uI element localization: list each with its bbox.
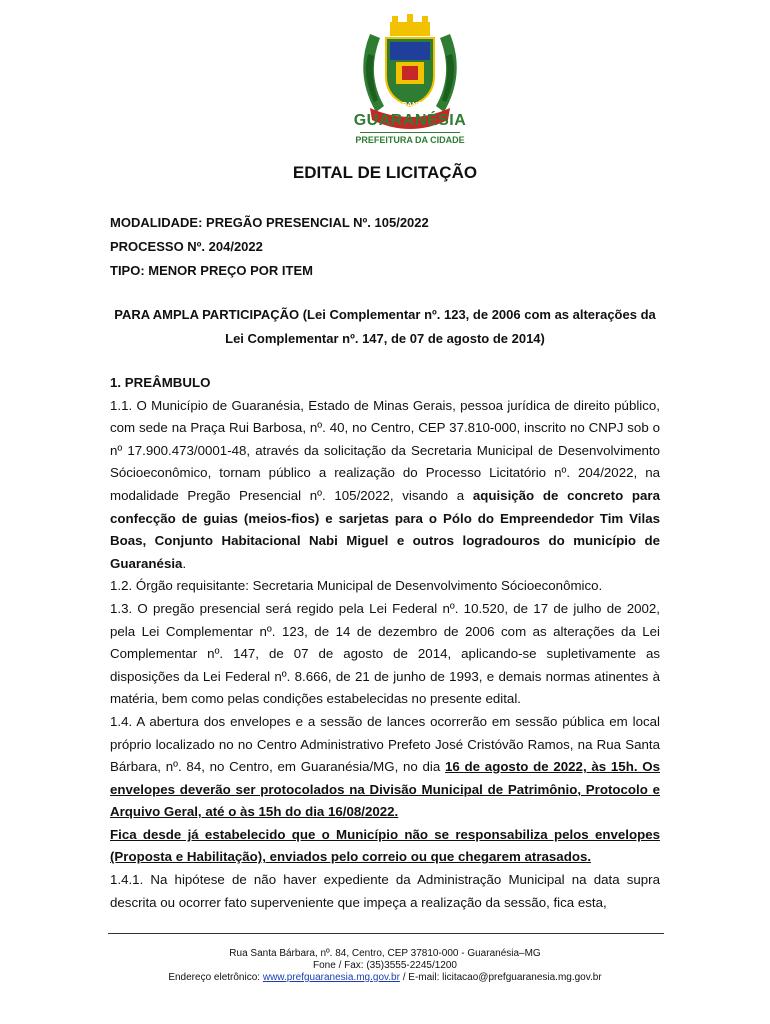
tipo: TIPO: MENOR PREÇO POR ITEM: [110, 263, 313, 278]
logo-name: GUARANÉSIA: [353, 112, 467, 129]
footer-phone: Fone / Fax: (35)3555-2245/1200: [313, 960, 457, 971]
paragraph-1-2: 1.2. Órgão requisitante: Secretaria Municipal de Desenvolvimento Sócioeconômico.: [110, 578, 603, 594]
paragraph-1-1: 1.1. O Município de Guaranésia, Estado de Minas Gerais, pessoa jurídica de direito público, com sede na Praça Rui Barbosa, nº. 40, no Centro, CEP 37.810-000, inscrito no CNPJ sob o nº 17.900.473/0001-48, através da solicitação da Secretaria Municipal de Desenvolvimento Sócioeconômico, tornam público a realização do Processo Licitatório nº. 204/2022, na modalidade Pregão Presencial nº. 105/2022, visando a aquisição de concreto para confecção de guias (meios-fios) e sarjetas para o Pólo do Empreendedor Tim Vilas Boas, Conjunto Habitacional Nabi Miguel e outros logradouros do município de Guaranésia.: [110, 397, 660, 571]
ampla-participacao: PARA AMPLA PARTICIPAÇÃO (Lei Complementar nº. 123, de 2006 com as alterações da Lei Complementar nº. 147, de 07 de agosto de 2014): [114, 307, 656, 346]
paragraph-1-4-1: 1.4.1. Na hipótese de não haver expediente da Administração Municipal na data supra descrita ou ocorrer fato superveniente que impeça a realização da sessão, fica esta,: [110, 872, 660, 910]
website-link[interactable]: www.prefguaranesia.mg.gov.br: [262, 972, 400, 983]
modalidade: MODALIDADE: PREGÃO PRESENCIAL Nº. 105/2022: [110, 215, 429, 230]
footer: [0, 948, 770, 984]
processo: PROCESSO Nº. 204/2022: [110, 239, 263, 254]
logo-banner-text: GUARANÉSIA: [386, 102, 434, 109]
logo-subtitle: PREFEITURA DA CIDADE: [355, 135, 465, 145]
paragraph-1-3: 1.3. O pregão presencial será regido pela Lei Federal nº. 10.520, de 17 de julho de 2002, pela Lei Complementar nº. 123, de 14 de dezembro de 2006 com as alterações da Lei Complementar nº. 147, de 07 de agosto de 2014, aplicando-se supletivamente as disposições da Lei Federal nº. 8.666, de 21 de junho de 1993, e demais normas atinentes à matéria, bem como pelas condições estabelecidas no presente edital.: [110, 600, 660, 707]
section-heading: 1. PREÂMBULO: [110, 375, 211, 390]
footer-divider: [108, 933, 664, 934]
document-title: EDITAL DE LICITAÇÃO: [292, 163, 478, 182]
footer-contact: Endereço eletrônico: www.prefguaranesia.mg.gov.br / E-mail: licitacao@prefguaranesia.mg.gov.br: [168, 972, 602, 983]
logo-divider: [360, 132, 460, 133]
paragraph-notice: Fica desde já estabelecido que o Município não se responsabiliza pelos envelopes (Proposta e Habilitação), enviados pelo correio ou que chegarem atrasados.: [110, 826, 660, 865]
coat-of-arms-icon: [340, 14, 480, 154]
municipal-logo: [340, 14, 480, 154]
paragraph-1-4: 1.4. A abertura dos envelopes e a sessão de lances ocorrerão em sessão pública em local próprio localizado no no Centro Administrativo Prefeto José Cristóvão Ramos, na Rua Santa Bárbara, nº. 84, no Centro, em Guaranésia/MG, no dia 16 de agosto de 2022, às 15h. Os envelopes deverão ser protocolados na Divisão Municipal de Patrimônio, Protocolo e Arquivo Geral, até o às 15h do dia 16/08/2022.: [110, 713, 660, 820]
footer-address: Rua Santa Bárbara, nº. 84, Centro, CEP 37810-000 - Guaranésia–MG: [229, 948, 541, 959]
document-body: [110, 372, 660, 914]
